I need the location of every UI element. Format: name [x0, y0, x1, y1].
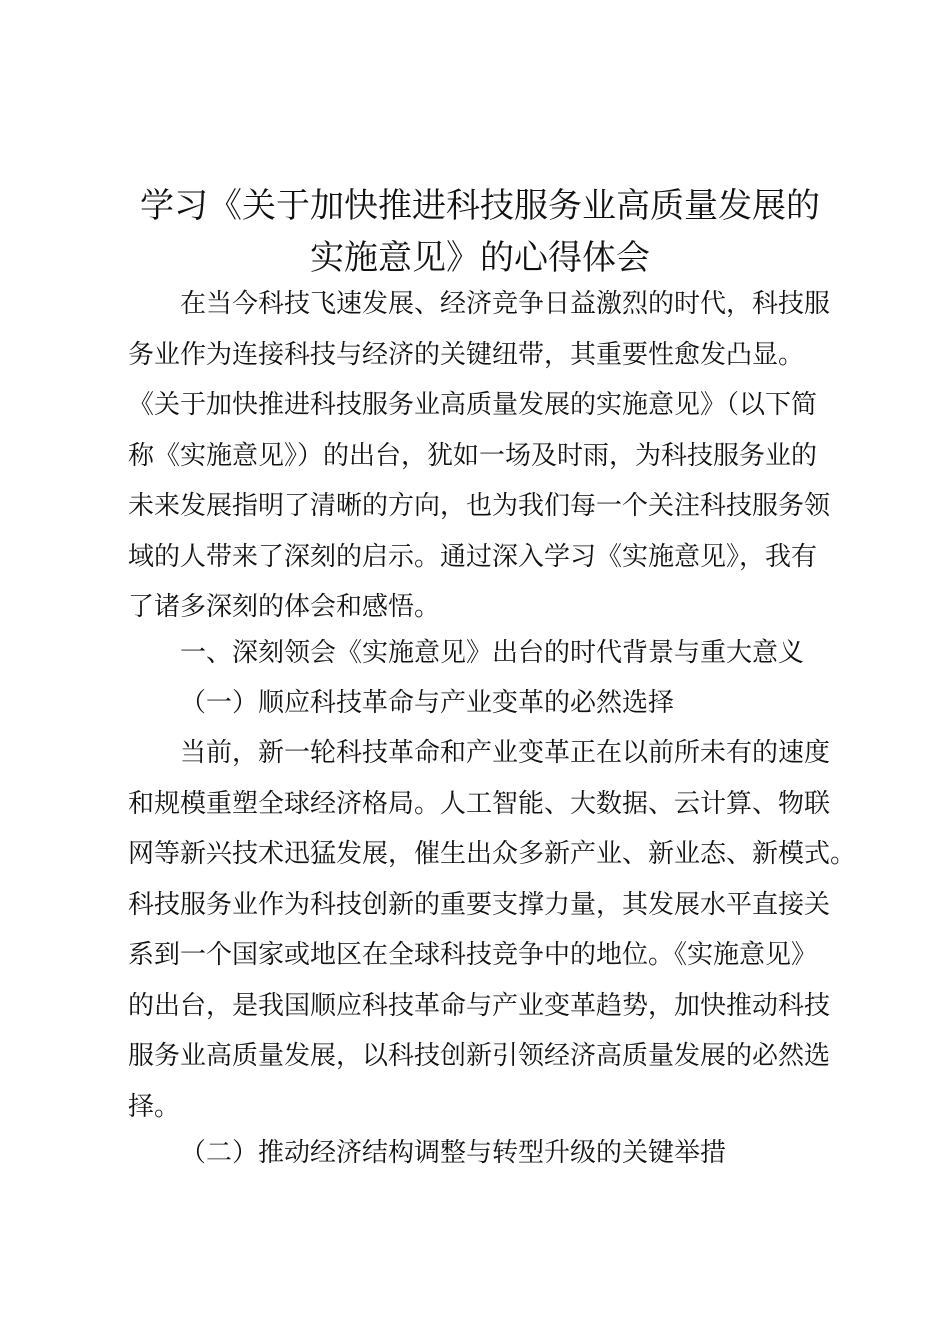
paragraph-line: 科技服务业作为科技创新的重要支撑力量，其发展水平直接关: [128, 889, 831, 920]
paragraph-line: 系到一个国家或地区在全球科技竞争中的地位。《实施意见》: [128, 940, 818, 970]
heading-line: （一）顺应科技革命与产业变革的必然选择: [180, 688, 675, 718]
subsection-heading-2: [128, 1128, 838, 1179]
paragraph-line: 称《实施意见》）的出台，犹如一场及时雨，为科技服务业的: [128, 440, 818, 471]
section-heading-1: [128, 628, 838, 679]
paragraph-line: 未来发展指明了清晰的方向，也为我们每一个关注科技服务领: [128, 491, 831, 521]
paragraph-line: 《关于加快推进科技服务业高质量发展的实施意见》（以下简: [128, 390, 818, 420]
intro-paragraph: [128, 279, 838, 633]
paragraph-line: 服务业高质量发展，以科技创新引领经济高质量发展的必然选: [128, 1041, 831, 1071]
subsection-heading-1: [128, 678, 838, 729]
paragraph-line: 在当今科技飞速发展、经济竞争日益激烈的时代，科技服: [180, 289, 831, 319]
paragraph-line: 域的人带来了深刻的启示。通过深入学习《实施意见》，我有: [128, 541, 818, 572]
title-line-2: 实施意见》的心得体会: [310, 238, 650, 278]
body-paragraph: [128, 728, 857, 1132]
document-title: [110, 180, 850, 284]
paragraph-line: 务业作为连接科技与经济的关键纽带，其重要性愈发凸显。: [128, 339, 805, 370]
paragraph-line: 网等新兴技术迅猛发展，催生出众多新产业、新业态、新模式。: [128, 839, 857, 869]
paragraph-line: 和规模重塑全球经济格局。人工智能、大数据、云计算、物联: [128, 788, 831, 819]
paragraph-line: 了诸多深刻的体会和感悟。: [128, 592, 441, 622]
paragraph-line: 当前，新一轮科技革命和产业变革正在以前所未有的速度: [180, 738, 831, 768]
paragraph-line: 择。: [128, 1091, 181, 1122]
paragraph-line: 的出台，是我国顺应科技革命与产业变革趋势，加快推动科技: [128, 990, 831, 1021]
title-line-1: 学习《关于加快推进科技服务业高质量发展的: [140, 186, 820, 226]
heading-line: 一、深刻领会《实施意见》出台的时代背景与重大意义: [180, 638, 805, 668]
heading-line: （二）推动经济结构调整与转型升级的关键举措: [180, 1138, 727, 1168]
